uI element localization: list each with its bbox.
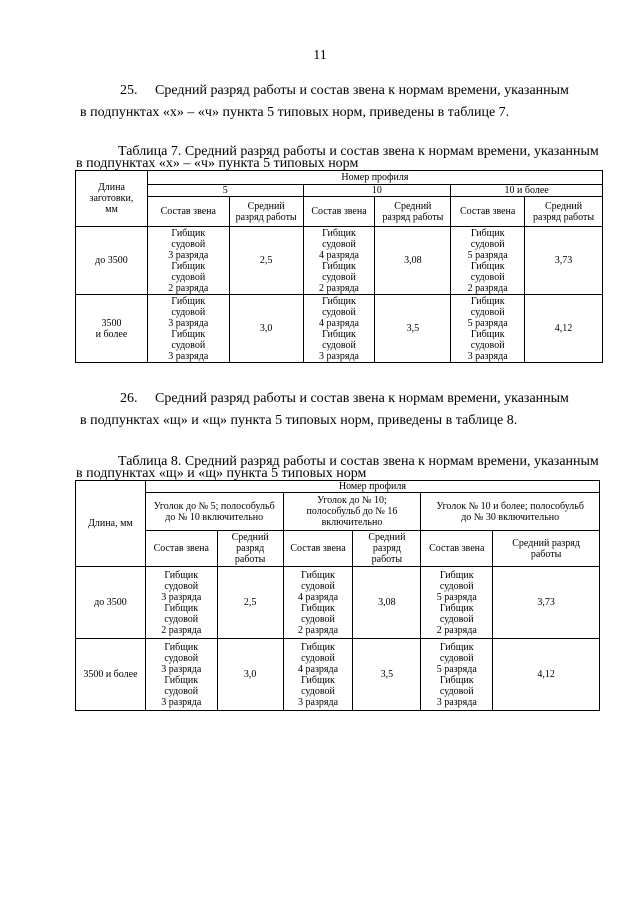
table8-row2-crew: Гибщик судовой 4 разряда Гибщик судовой 3 разряда <box>283 639 353 711</box>
table7-group-10: 10 <box>303 185 451 197</box>
table8-sub-rank: Средний разряд работы <box>217 531 283 567</box>
paragraph-26 <box>80 388 602 432</box>
table8-sub-composition: Состав звена <box>421 531 493 567</box>
table8-length-header: Длина, мм <box>76 481 146 567</box>
table7-row1-crew: Гибщик судовой 4 разряда Гибщик судовой 2 разряда <box>303 227 375 295</box>
table7-sub-rank: Средний разряд работы <box>229 197 303 227</box>
table8-caption <box>76 454 608 481</box>
table-7 <box>75 170 603 363</box>
table8-row2-crew: Гибщик судовой 3 разряда Гибщик судовой 3 разряда <box>145 639 217 711</box>
table8-group-1: Уголок до № 5; полособульб до № 10 включительно <box>145 493 283 531</box>
table8-caption-line1: Таблица 8. Средний разряд работы и состав звена к нормам времени, указанным <box>118 454 599 469</box>
table7-caption <box>76 144 608 171</box>
table8-caption-line2: в подпунктах «щ» и «щ» пункта 5 типовых норм <box>76 466 367 481</box>
table8-row2-rank: 3,0 <box>217 639 283 711</box>
table-row <box>76 295 603 363</box>
table8-row1-rank: 3,73 <box>493 567 600 639</box>
table7-profile-header: Номер профиля <box>147 171 602 185</box>
table7-length-header: Длина заготовки, мм <box>76 171 148 227</box>
table7-row2-length: 3500 и более <box>76 295 148 363</box>
table7-sub-composition: Состав звена <box>147 197 229 227</box>
table8-sub-composition: Состав звена <box>283 531 353 567</box>
table7-row2-crew: Гибщик судовой 3 разряда Гибщик судовой 3 разряда <box>147 295 229 363</box>
table7-row2-rank: 3,5 <box>375 295 451 363</box>
table7-sub-composition: Состав звена <box>303 197 375 227</box>
paragraph-26-line2: в подпунктах «щ» и «щ» пункта 5 типовых норм, приведены в таблице 8. <box>80 413 518 428</box>
table8-row2-rank: 4,12 <box>493 639 600 711</box>
table7-row1-crew: Гибщик судовой 5 разряда Гибщик судовой 2 разряда <box>451 227 525 295</box>
table7-row2-crew: Гибщик судовой 4 разряда Гибщик судовой 3 разряда <box>303 295 375 363</box>
table7-sub-rank: Средний разряд работы <box>375 197 451 227</box>
table8-sub-composition: Состав звена <box>145 531 217 567</box>
table7-row2-rank: 4,12 <box>525 295 603 363</box>
table7-sub-composition: Состав звена <box>451 197 525 227</box>
table8-row1-rank: 3,08 <box>353 567 421 639</box>
table-row <box>76 567 600 639</box>
table7-row1-rank: 3,73 <box>525 227 603 295</box>
table8-sub-rank: Средний разряд работы <box>493 531 600 567</box>
table7-row1-rank: 2,5 <box>229 227 303 295</box>
paragraph-25 <box>80 80 602 124</box>
table7-caption-line2: в подпунктах «х» – «ч» пункта 5 типовых норм <box>76 156 359 171</box>
table7-caption-line1: Таблица 7. Средний разряд работы и состав звена к нормам времени, указанным <box>118 144 599 159</box>
table7-sub-rank: Средний разряд работы <box>525 197 603 227</box>
table-row <box>76 227 603 295</box>
table7-row1-rank: 3,08 <box>375 227 451 295</box>
table8-group-2: Уголок до № 10; полособульб до № 16 включительно <box>283 493 421 531</box>
table8-row1-length: до 3500 <box>76 567 146 639</box>
table8-row1-crew: Гибщик судовой 5 разряда Гибщик судовой 2 разряда <box>421 567 493 639</box>
table8-row2-length: 3500 и более <box>76 639 146 711</box>
table7-row1-crew: Гибщик судовой 3 разряда Гибщик судовой 2 разряда <box>147 227 229 295</box>
page-number: 11 <box>313 48 327 63</box>
table8-row1-rank: 2,5 <box>217 567 283 639</box>
table8-row2-rank: 3,5 <box>353 639 421 711</box>
table7-group-5: 5 <box>147 185 303 197</box>
paragraph-25-line1: 25. Средний разряд работы и состав звена к нормам времени, указанным <box>120 83 569 98</box>
table-8 <box>75 480 600 711</box>
table8-group-3: Уголок № 10 и более; полособульб до № 30 включительно <box>421 493 600 531</box>
table8-row1-crew: Гибщик судовой 4 разряда Гибщик судовой 2 разряда <box>283 567 353 639</box>
table7-row2-crew: Гибщик судовой 5 разряда Гибщик судовой 3 разряда <box>451 295 525 363</box>
table8-row2-crew: Гибщик судовой 5 разряда Гибщик судовой 3 разряда <box>421 639 493 711</box>
table7-group-10-plus: 10 и более <box>451 185 603 197</box>
paragraph-26-line1: 26. Средний разряд работы и состав звена к нормам времени, указанным <box>120 391 569 406</box>
table8-row1-crew: Гибщик судовой 3 разряда Гибщик судовой 2 разряда <box>145 567 217 639</box>
table7-row2-rank: 3,0 <box>229 295 303 363</box>
table7-row1-length: до 3500 <box>76 227 148 295</box>
table8-sub-rank: Средний разряд работы <box>353 531 421 567</box>
table-row <box>76 639 600 711</box>
paragraph-25-line2: в подпунктах «х» – «ч» пункта 5 типовых норм, приведены в таблице 7. <box>80 105 510 120</box>
table8-profile-header: Номер профиля <box>145 481 599 493</box>
